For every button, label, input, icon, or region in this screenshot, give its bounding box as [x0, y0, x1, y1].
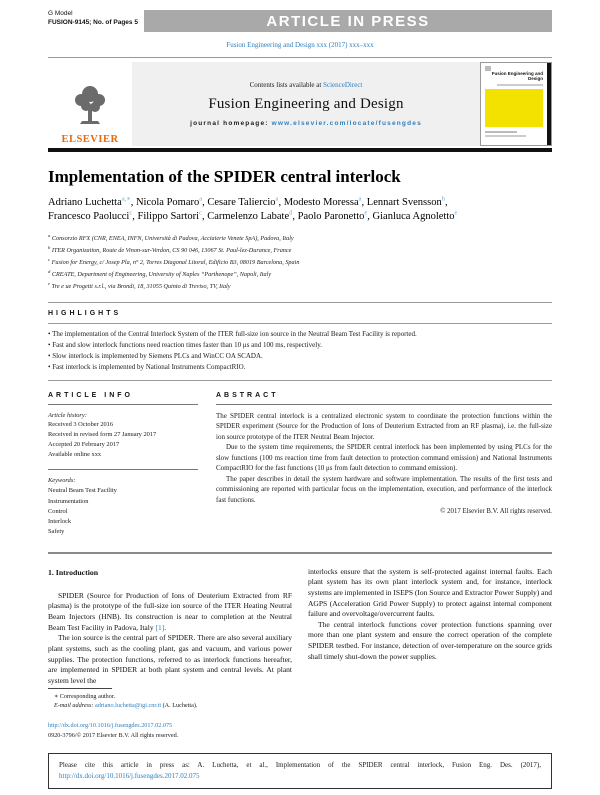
affiliation-sup: a	[48, 233, 51, 239]
body-paragraph: The central interlock functions cover protection functions spanning over more than one plant system and ensure the correct operation of the complete SPIDER testbed. For instance, detection of over-temperature on the source grids shall timely shut-down the power supplies.	[308, 619, 552, 661]
affiliation-text: Tre e ue Progetti s.r.l., via Brondi, 18, 31055 Quinto di Treviso, TV, Italy	[51, 283, 231, 291]
footnote-block	[48, 688, 552, 711]
citation-doi-link[interactable]: http://dx.doi.org/10.1016/j.fusengdes.2017.02.075	[59, 772, 200, 781]
affiliation-sup: e	[48, 281, 51, 287]
masthead-top-rule	[48, 57, 552, 58]
author-name: Paolo Paronetto	[297, 211, 365, 223]
history-item: Received 3 October 2016	[48, 421, 114, 429]
abstract-rule	[216, 404, 552, 405]
history-label: Article history:	[48, 411, 87, 419]
affiliation-list	[48, 232, 552, 292]
highlights-top-rule	[48, 302, 552, 303]
cover-footer-line	[485, 135, 526, 137]
footnote-rule	[48, 688, 112, 689]
masthead-divider-bar	[48, 148, 552, 152]
intro-paragraph-text: SPIDER (Source for Production of Ions of Deuterium Extracted from RF plasma) is the prototype of the full-size ion source of the ITER Heating Neutral Beam Injectors (HNB). Its construction is near to completion at the Neutral Beam Test Facility in Padova, Italy	[48, 590, 292, 632]
article-info-heading: ARTICLE INFO	[48, 391, 133, 399]
highlights-heading: HIGHLIGHTS	[48, 310, 122, 318]
cover-title: Fusion Engineering and Design	[491, 71, 543, 81]
elsevier-tree-icon	[70, 84, 110, 133]
keywords-label: Keywords:	[48, 477, 76, 485]
article-in-press-banner: ARTICLE IN PRESS	[144, 10, 552, 32]
body-right-column	[308, 567, 552, 688]
top-header	[48, 10, 552, 32]
author-name: Nicola Pomaro	[135, 197, 200, 208]
abstract-paragraph: The SPIDER central interlock is a centralized electronic system to coordinate the protection functions within the SPIDER experiment (Source for the Production of Ions of Deuterium Extracted from an RF plasma), i.e. the full-size ion source prototype of the ITER Neutral Beam Injector.	[216, 411, 552, 441]
author-affiliation-sup: a	[199, 195, 203, 203]
author	[48, 211, 138, 222]
citation-box	[48, 753, 552, 789]
highlights-rule	[48, 323, 552, 324]
highlights-list	[48, 329, 552, 372]
author-name: Gianluca Agnoletto	[372, 211, 455, 223]
author	[207, 211, 297, 222]
body-columns	[48, 567, 552, 688]
citation-text: Please cite this article in press as: A. Luchetta, et al., Implementation of the SPIDER central interlock, Fusion Eng. Des. (2017),	[59, 761, 541, 770]
elsevier-logo[interactable]	[48, 62, 132, 146]
cover-yellow-band	[485, 89, 543, 127]
author-affiliation-sup: a	[358, 195, 362, 203]
history-item: Accepted 20 February 2017	[48, 441, 120, 449]
author-name: Carmelenzo Labate	[207, 211, 290, 223]
author-name: Francesco Paolucci	[48, 211, 130, 223]
keywords-block	[48, 469, 198, 538]
email-link[interactable]: adriano.luchetta@igi.cnr.it	[95, 702, 162, 710]
author-affiliation-sup: b	[441, 195, 445, 203]
affiliation-sup: c	[48, 257, 51, 263]
affiliation-text: ITER Organization, Route de Vinon-sur-Verdon, CS 90 046, 13067 St. Paul-lez-Durance, France	[51, 247, 292, 255]
keyword-item: Interlock	[48, 518, 72, 526]
affiliation-text: Consorzio RFX (CNR, ENEA, INFN, Università di Padova, Acciaierie Venete SpA), Padova, Italy	[51, 235, 294, 243]
email-line	[48, 701, 552, 711]
corresponding-author-note: ∗ Corresponding author.	[54, 692, 116, 700]
abstract-paragraph: The paper describes in detail the system hardware and software implementation. The results of the first tests and commissioning are reported with particular focus on the implementation, execution, and performance of the interlock fast functions.	[216, 474, 552, 504]
g-model-label: G Model	[48, 10, 73, 17]
intro-paragraph	[48, 591, 292, 634]
copyright-line: © 2017 Elsevier B.V. All rights reserved.	[440, 508, 552, 516]
author-name: Adriano Luchetta	[48, 197, 122, 208]
author-name: Cesare Taliercio	[207, 197, 276, 208]
intro-heading: 1. Introduction	[48, 567, 99, 577]
cover-subtitle-line	[497, 84, 543, 86]
body-left-column	[48, 567, 292, 688]
homepage-label: journal homepage:	[190, 120, 269, 127]
info-abstract-section	[48, 392, 552, 538]
affiliation-item	[48, 232, 552, 244]
email-suffix: (A. Luchetta).	[162, 702, 198, 710]
affiliation-sup: d	[48, 269, 51, 275]
history-item: Received in revised form 27 January 2017	[48, 431, 157, 439]
highlight-item: • Slow interlock is implemented by Siemens PLCs and WinCC OA SCADA.	[48, 351, 552, 362]
sciencedirect-link[interactable]: ScienceDirect	[323, 81, 363, 89]
intro-paragraph-end: .	[164, 622, 167, 632]
author	[136, 197, 207, 208]
journal-masthead	[48, 62, 552, 146]
doi-link[interactable]: http://dx.doi.org/10.1016/j.fusengdes.2017.02.075	[48, 722, 173, 730]
highlights-bottom-rule	[48, 380, 552, 381]
author-affiliation-sup: c	[199, 209, 202, 217]
keyword-item: Instrumentation	[48, 497, 89, 505]
author-affiliation-sup: a,∗	[121, 195, 131, 203]
author-name: Filippo Sartori	[137, 211, 200, 223]
affiliation-item	[48, 280, 552, 292]
affiliation-sup: b	[48, 245, 51, 251]
author-name: Lennart Svensson	[366, 197, 442, 208]
doi-block	[48, 721, 552, 740]
masthead-center	[132, 62, 480, 146]
keyword-item: Control	[48, 507, 68, 515]
author	[138, 211, 208, 222]
author	[373, 211, 458, 222]
author-affiliation-sup: e	[454, 209, 458, 217]
affiliation-text: CREATE, Department of Engineering, University of Naples “Parthenope”, Napoli, Italy	[51, 271, 272, 279]
cover-spine-bar	[547, 63, 551, 145]
abstract-column	[216, 392, 552, 538]
cover-corner-mark	[485, 66, 491, 71]
article-info-rule	[48, 404, 198, 405]
contents-prefix: Contents lists available at	[249, 81, 322, 89]
highlight-item: • Fast interlock is implemented by National Instruments CompactRIO.	[48, 362, 552, 373]
author-affiliation-sup: c	[129, 209, 133, 217]
author-affiliation-sup: d	[289, 209, 293, 217]
email-label: E-mail address:	[54, 702, 94, 710]
author	[284, 197, 367, 208]
highlight-item: • Fast and slow interlock functions need reaction times faster than 10 μs and 100 ms, respectively.	[48, 340, 552, 351]
author-affiliation-sup: a	[275, 195, 279, 203]
journal-reference-line: Fusion Engineering and Design xxx (2017) xxx–xxx	[226, 41, 374, 49]
intro-paragraph: The ion source is the central part of SPIDER. There are also several auxiliary plant systems, such as the cooling plant, gas and vacuum, and various power supplies. The protection functions, referred to as interlock functions hereafter, are implemented in SPIDER at both plant system and central levels. At plant system level the	[48, 633, 292, 685]
continuation-paragraph: interlocks ensure that the system is self-protected against internal faults. Each plant system has its own plant interlock system and, for instance, interlock systems are implemented in ISEPS (Ion Source and Extractor Power Supply) and AGPS (Acceleration Grid Power Supply) to protect against internal component failure and overvoltage/overcurrent faults.	[308, 566, 552, 619]
author	[48, 197, 136, 208]
affiliation-item	[48, 244, 552, 256]
article-history	[48, 411, 198, 461]
reference-link-1[interactable]: [1]	[155, 622, 165, 632]
cover-footer-line	[485, 131, 517, 133]
abstract-heading: ABSTRACT	[216, 391, 279, 399]
history-item: Available online xxx	[48, 451, 102, 459]
manuscript-meta	[48, 10, 144, 32]
author-name: Modesto Moressa	[283, 197, 359, 208]
journal-title: Fusion Engineering and Design	[208, 96, 404, 112]
affiliation-text: Fusion for Energy, c/ Josep Pla, n° 2, Torres Diagonal Litoral, Edificio B3, 08019 Barcelona, Spain	[51, 259, 300, 267]
keyword-item: Neutral Beam Test Facility	[48, 487, 117, 495]
article-info-column	[48, 392, 198, 538]
abstract-bottom-rule	[48, 552, 552, 554]
author	[367, 197, 448, 208]
journal-cover-thumbnail[interactable]	[480, 62, 552, 146]
affiliation-item	[48, 268, 552, 280]
homepage-line	[190, 120, 422, 127]
affiliation-item	[48, 256, 552, 268]
elsevier-wordmark: ELSEVIER	[61, 134, 119, 145]
author-affiliation-sup: e	[364, 209, 368, 217]
article-title: Implementation of the SPIDER central interlock	[48, 166, 401, 186]
author	[207, 197, 283, 208]
manuscript-ref: FUSION-9145; No. of Pages 5	[48, 18, 138, 26]
keyword-item: Safety	[48, 528, 65, 536]
issn-copyright-line: 0920-3796/© 2017 Elsevier B.V. All rights reserved.	[48, 731, 179, 739]
author	[298, 211, 373, 222]
highlight-item: • The implementation of the Central Interlock System of the ITER full-size ion source in the Neutral Beam Test Facility is reported.	[48, 329, 552, 340]
author-list	[48, 196, 510, 225]
homepage-link[interactable]: www.elsevier.com/locate/fusengdes	[271, 120, 422, 127]
contents-line	[250, 81, 363, 89]
abstract-paragraph: Due to the system time requirements, the SPIDER central interlock has been implemented by using PLCs for the slow functions (100 ms reaction time from fault detection to protection command emission) and National Instruments CompactRIO for the fast functions (10 μs from fault detection to command emission).	[216, 443, 552, 473]
